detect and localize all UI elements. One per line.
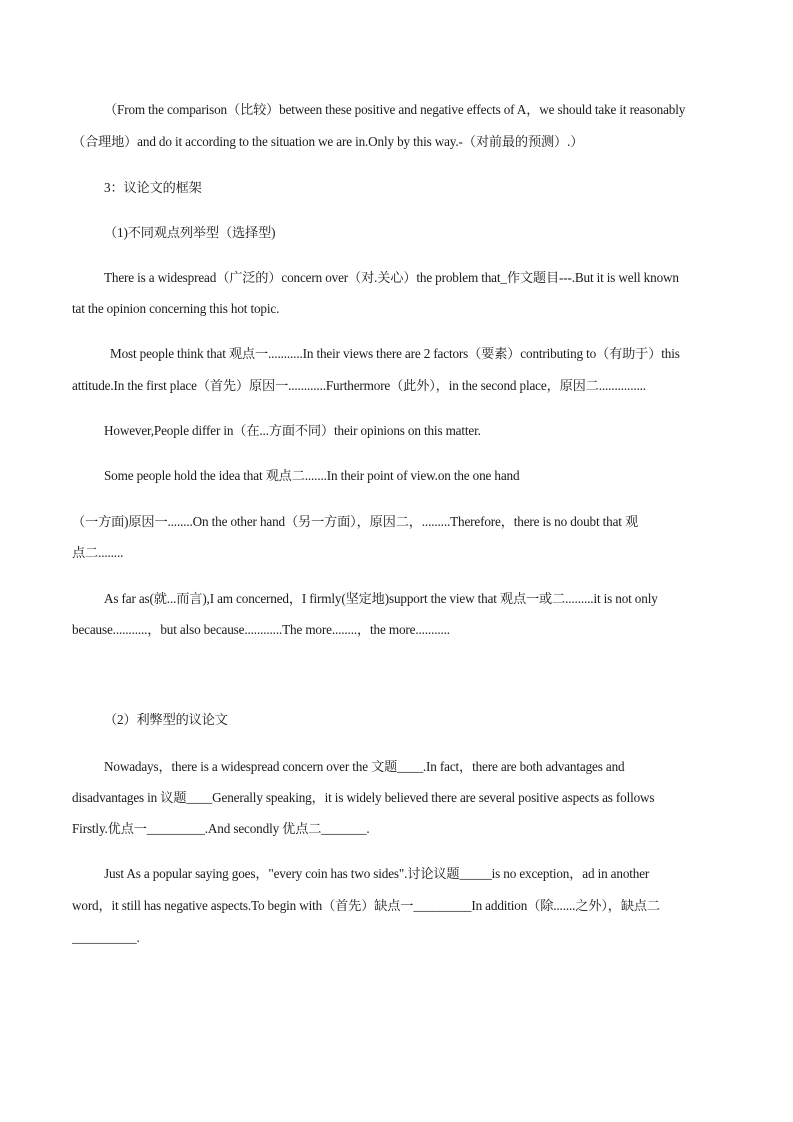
paragraph-line: As far as(就...而言),I am concerned，I firmly(坚定地)support the view that 观点一或二.........it is not only [104,591,658,606]
paragraph-line: Firstly.优点一_________.And secondly 优点二_______. [72,821,370,836]
paragraph-line: （一方面)原因一........On the other hand（另一方面），原因二，.........Therefore，there is no doubt that 观 [72,514,639,529]
paragraph-line: There is a widespread（广泛的）concern over（对.关心）the problem that_作文题目---.But it is well known [104,270,679,285]
subsection-heading: （2）利弊型的议论文 [104,712,228,727]
paragraph-line: （From the comparison（比较）between these positive and negative effects of A，we should take it reasonably [104,102,686,117]
paragraph-line: Some people hold the idea that 观点二.......In their point of view.on the one hand [104,468,520,483]
paragraph-line: However,People differ in（在...方面不同）their opinions on this matter. [104,423,481,438]
paragraph-line: __________. [72,930,140,945]
paragraph-line: because...........，but also because............The more........，the more........... [72,622,450,637]
paragraph-line: attitude.In the first place（首先）原因一............Furthermore（此外），in the second place，原因二............... [72,378,646,393]
paragraph-line: Just As a popular saying goes，"every coin has two sides".讨论议题_____is no exception，ad in another [104,866,650,881]
paragraph-line: Nowadays，there is a widespread concern over the 文题____.In fact，there are both advantages and [104,759,625,774]
paragraph-line: tat the opinion concerning this hot topic. [72,301,280,316]
paragraph-line: Most people think that 观点一...........In their views there are 2 factors（要素）contributing to（有助于）this [110,346,680,361]
paragraph-line: 点二........ [72,545,124,560]
paragraph-line: word，it still has negative aspects.To begin with（首先）缺点一_________In addition（除.......之外），缺点二 [72,898,660,913]
paragraph-line: （合理地）and do it according to the situation we are in.Only by this way.-（对前最的预测）.） [72,134,584,149]
paragraph-line: disadvantages in 议题____Generally speaking，it is widely believed there are several positive aspects as follows [72,790,655,805]
subsection-heading: （1)不同观点列举型（选择型) [104,225,276,240]
section-heading: 3：议论文的框架 [104,180,202,195]
